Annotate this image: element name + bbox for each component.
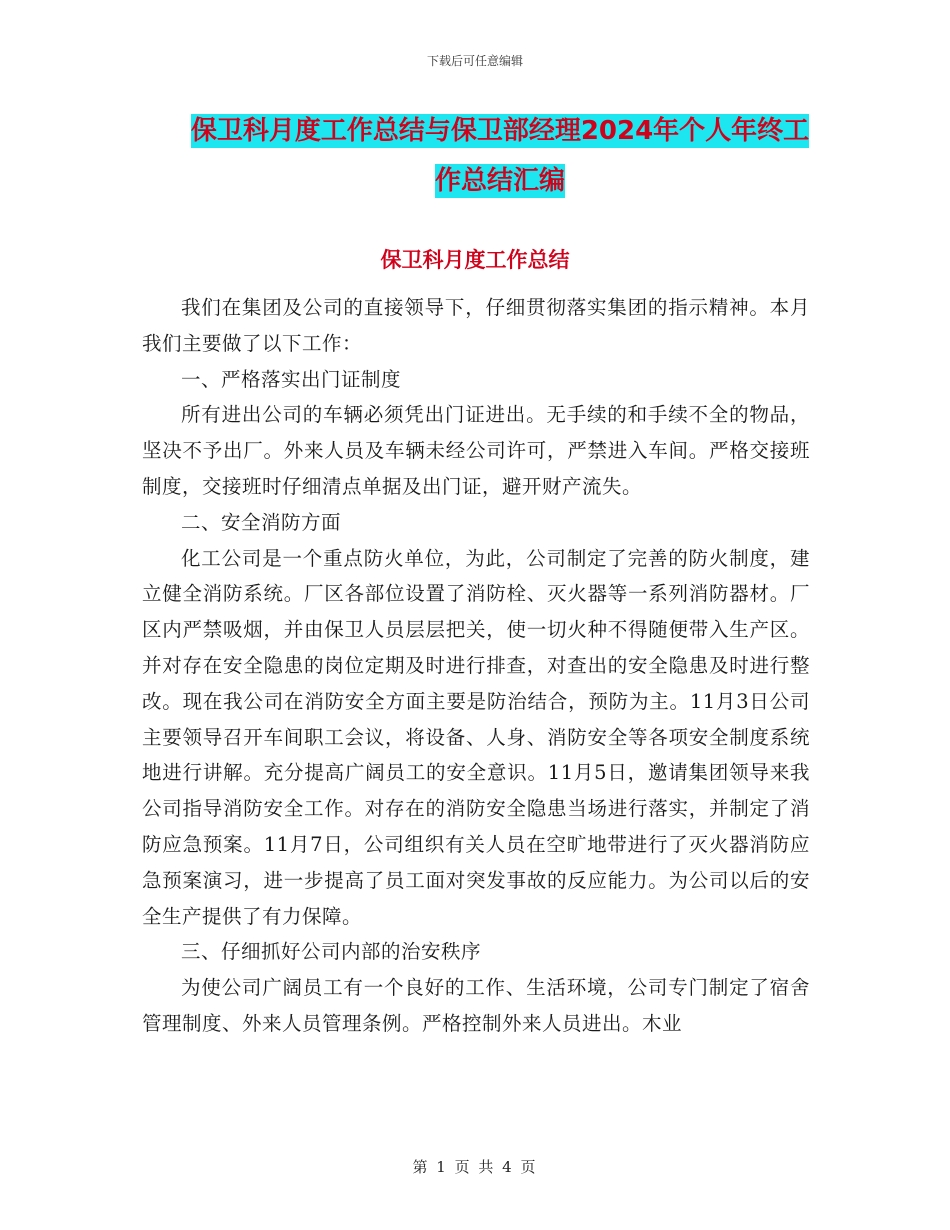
title-line-2: 作总结汇编	[434, 166, 565, 196]
paragraph: 为使公司广阔员工有一个良好的工作、生活环境，公司专门制定了宿舍管理制度、外来人员管理条例。严格控制外来人员进出。木业	[142, 976, 810, 1035]
title-line-1: 保卫科月度工作总结与保卫部经理2024年个人年终工	[190, 116, 810, 146]
paragraph-heading: 二、安全消防方面	[181, 510, 342, 534]
paragraph-heading: 三、仔细抓好公司内部的治安秩序	[181, 940, 482, 964]
paragraph-heading: 一、严格落实出门证制度	[181, 367, 402, 391]
paragraph: 所有进出公司的车辆必须凭出门证进出。无手续的和手续不全的物品，坚决不予出厂。外来人员及车辆未经公司许可，严禁进入车间。严格交接班制度，交接班时仔细清点单据及出门证，避开财产流失。	[142, 403, 810, 498]
section-heading: 保卫科月度工作总结	[380, 248, 570, 272]
document-title	[150, 106, 850, 206]
document-body	[142, 290, 810, 1042]
page-footer: 第 1 页 共 4 页	[412, 1158, 538, 1176]
paragraph: 化工公司是一个重点防火单位，为此，公司制定了完善的防火制度，建立健全消防系统。厂区各部位设置了消防栓、灭火器等一系列消防器材。厂区内严禁吸烟，并由保卫人员层层把关，使一切火种不得随便带入生产区。并对存在安全隐患的岗位定期及时进行排查，对查出的安全隐患及时进行整改。现在我公司在消防安全方面主要是防治结合，预防为主。11月3日公司主要领导召开车间职工会议，将设备、人身、消防安全等各项安全制度系统地进行讲解。充分提高广阔员工的安全意识。11月5日，邀请集团领导来我公司指导消防安全工作。对存在的消防安全隐患当场进行落实，并制定了消防应急预案。11月7日，公司组织有关人员在空旷地带进行了灭火器消防应急预案演习，进一步提高了员工面对突发事故的反应能力。为公司以后的安全生产提供了有力保障。	[142, 546, 810, 928]
header-note: 下载后可任意编辑	[426, 54, 523, 68]
paragraph: 我们在集团及公司的直接领导下，仔细贯彻落实集团的指示精神。本月我们主要做了以下工作：	[142, 296, 810, 355]
